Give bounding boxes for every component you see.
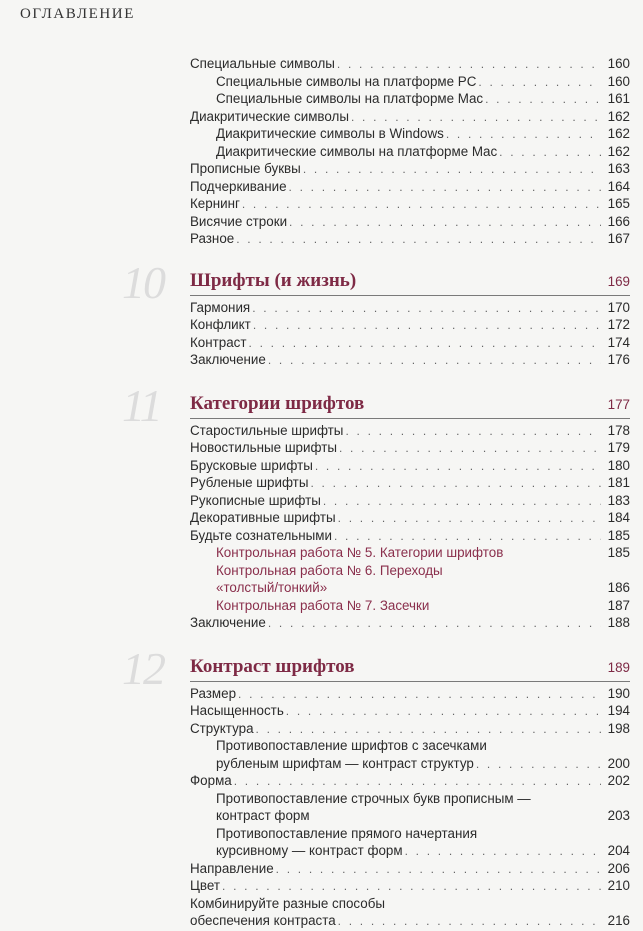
dot-leader [249,335,602,353]
toc-entry-page: 185 [607,545,630,560]
dot-leader [276,861,601,879]
toc-entry[interactable] [190,527,630,545]
toc-entry-title-line1: Противопоставление шрифтов с засечками [216,738,487,753]
toc-entry-title: Старостильные шрифты [190,422,344,438]
toc-entry-title: Заключение [190,352,266,367]
toc-entry[interactable] [190,351,630,369]
toc-entry-title: Кернинг [190,196,240,211]
toc-entry-page: 170 [607,299,630,315]
chapter-number: 11 [122,379,161,431]
chapter-title: Контраст шрифтов [190,655,355,677]
dot-leader [337,56,601,74]
toc-subentry[interactable] [190,125,630,143]
toc-entry[interactable] [190,877,630,895]
toc-entry-page: 174 [607,334,630,350]
toc-entry-title: Специальные символы [190,56,335,71]
toc-entry[interactable] [190,614,630,632]
toc-entry-title: Брусковые шрифты [190,457,313,473]
running-head: ОГЛАВЛЕНИЕ [20,6,135,22]
chapter-heading[interactable] [190,270,630,296]
toc-entry-page: 162 [607,126,630,141]
toc-entry-page: 183 [607,492,630,508]
toc-entry-page: 181 [607,475,630,490]
toc-entry-title: Рубленые шрифты [190,475,309,490]
toc-entry-title: Декоративные шрифты [190,510,336,525]
toc-subentry[interactable] [190,90,630,108]
chapter-heading[interactable] [190,393,630,419]
toc-entry-page: 184 [607,510,630,525]
dot-leader [476,756,601,774]
chapter-title: Шрифты (и жизнь) [190,269,357,291]
dot-leader [323,493,601,511]
chapter-page: 177 [607,396,630,412]
toc-entry-page: 179 [607,440,630,455]
toc-entry-page: 200 [607,755,630,771]
toc-entry-page: 203 [607,808,630,823]
toc-entry-title: Рукописные шрифты [190,492,321,508]
toc-entry[interactable] [190,860,630,878]
toc-subentry[interactable] [190,73,630,91]
toc-entry[interactable] [190,720,630,738]
dot-leader [338,510,601,528]
toc-entry-title: Специальные символы на платформе PC [216,73,477,89]
dot-leader [253,317,601,335]
dot-leader [334,528,601,546]
toc-entry-title: Контрольная работа № 7. Засечки [216,597,430,613]
toc-entry-title-line2: рубленым шрифтам — контраст структур [216,755,474,771]
toc-entry-title-line2: обеспечения контраста [190,913,336,928]
dot-leader [339,440,601,458]
toc-entry-page: 216 [607,913,630,928]
toc-subentry[interactable] [190,737,630,772]
toc-entry-page: 188 [607,615,630,630]
toc-entry-page: 160 [607,56,630,71]
toc-entry-page: 198 [607,720,630,736]
toc-entry-page: 176 [607,352,630,367]
toc-entry[interactable] [190,230,630,248]
toc-entry-page: 178 [607,422,630,438]
toc-entry-title: Форма [190,773,232,788]
toc-entry-page: 167 [607,231,630,246]
toc-entry[interactable] [190,334,630,352]
toc-entry[interactable] [190,299,630,317]
toc-section-continued [190,55,630,248]
chapter-heading[interactable] [190,656,630,682]
toc-entry-title: Подчеркивание [190,178,287,194]
toc-entry-page: 166 [607,213,630,229]
dot-leader [351,109,601,127]
toc-entry-title: Цвет [190,878,221,893]
dot-leader [289,179,601,197]
chapter-number: 10 [122,256,164,308]
toc-entry[interactable] [190,178,630,196]
toc-entry-title: Будьте сознательными [190,527,332,543]
dot-leader [256,721,601,739]
toc-entry-page: 187 [607,597,630,613]
toc-entry-title: Контраст [190,334,247,350]
toc-entry-title: Диакритические символы на платформе Mac [216,143,498,159]
dot-leader [345,423,601,441]
dot-leader [252,300,601,318]
toc-entry[interactable] [190,492,630,510]
chapter-11 [122,379,630,632]
toc-entry[interactable] [190,108,630,126]
toc-entry[interactable] [190,316,630,334]
toc-entry[interactable] [190,772,630,790]
toc-entry-page: 190 [607,685,630,701]
toc-subentry-exercise[interactable] [190,562,630,597]
dot-leader [268,352,601,370]
dot-leader [268,615,601,633]
toc-entry-title-line1: Противопоставление прямого начертания [216,825,478,841]
toc-entry[interactable] [190,160,630,178]
table-of-contents [122,55,630,930]
toc-entry[interactable] [190,422,630,440]
toc-entry[interactable] [190,685,630,703]
dot-leader [242,196,601,214]
toc-entry-title-line1: Комбинируйте разные способы [190,895,386,911]
toc-entry-page: 160 [607,73,630,89]
dot-leader [485,91,601,109]
toc-entry-title: Конфликт [190,317,251,332]
toc-entry-page: 162 [607,143,630,159]
toc-entry-page: 186 [607,580,630,595]
chapter-number: 12 [122,642,164,694]
dot-leader [405,843,601,861]
toc-subentry-exercise[interactable] [190,597,630,615]
chapter-title: Категории шрифтов [190,392,365,414]
dot-leader [236,231,601,249]
toc-entry[interactable] [190,474,630,492]
toc-entry-title: Гармония [190,299,251,315]
toc-entry-title-line2: контраст форм [216,808,310,823]
toc-entry[interactable] [190,702,630,720]
toc-entry-title: Прописные буквы [190,161,301,176]
toc-entry-title: Диакритические символы в Windows [216,126,444,141]
toc-subentry[interactable] [190,143,630,161]
toc-subentry[interactable] [190,825,630,860]
toc-entry-title-line2: «толстый/тонкий» [216,580,328,595]
toc-subentry[interactable] [190,790,630,825]
toc-entry[interactable] [190,55,630,73]
toc-entry-page: 165 [607,196,630,211]
chapter-page: 169 [607,273,630,289]
toc-entry-page: 163 [607,161,630,176]
toc-entry-title: Насыщенность [190,703,284,718]
toc-entry-title-line1: Контрольная работа № 6. Переходы [216,562,443,578]
toc-entry-title: Разное [190,231,235,246]
dot-leader [446,126,601,144]
toc-entry-page: 164 [607,178,630,194]
dot-leader [303,161,601,179]
toc-entry-page: 194 [607,703,630,718]
toc-entry-title: Заключение [190,615,266,630]
toc-entry-title-line2: курсивному — контраст форм [216,843,403,858]
toc-entry-page: 210 [607,878,630,893]
toc-entry-page: 180 [607,457,630,473]
toc-entry-page: 161 [607,91,630,106]
dot-leader [286,703,601,721]
dot-leader [499,144,601,162]
toc-entry[interactable] [190,213,630,231]
toc-entry-page: 185 [607,527,630,543]
toc-entry[interactable] [190,439,630,457]
dot-leader [315,458,601,476]
dot-leader [234,773,601,791]
toc-entry[interactable] [190,509,630,527]
chapter-page: 189 [607,659,630,675]
dot-leader [222,878,601,896]
toc-entry-title: Направление [190,860,274,876]
toc-entry-page: 204 [607,843,630,858]
dot-leader [289,214,601,232]
toc-entry-title: Структура [190,720,254,736]
chapter-12 [122,642,630,930]
toc-entry-title-line1: Противопоставление строчных букв прописным — [216,790,531,806]
toc-entry-title: Новостильные шрифты [190,440,337,455]
toc-entry-title: Размер [190,685,237,701]
toc-entry[interactable] [190,457,630,475]
toc-entry-title: Контрольная работа № 5. Категории шрифтов [216,545,504,560]
chapter-10 [122,256,630,369]
toc-entry-title: Диакритические символы [190,108,349,124]
dot-leader [310,475,601,493]
toc-entry-page: 206 [607,860,630,876]
toc-entry-page: 202 [607,773,630,788]
toc-entry-title: Специальные символы на платформе Mac [216,91,484,106]
toc-entry[interactable] [190,195,630,213]
dot-leader [478,74,601,92]
dot-leader [238,686,601,704]
toc-subentry-exercise[interactable] [190,544,630,562]
toc-entry-page: 162 [607,108,630,124]
dot-leader [338,913,601,931]
toc-entry-page: 172 [607,317,630,332]
toc-entry-title: Висячие строки [190,213,288,229]
